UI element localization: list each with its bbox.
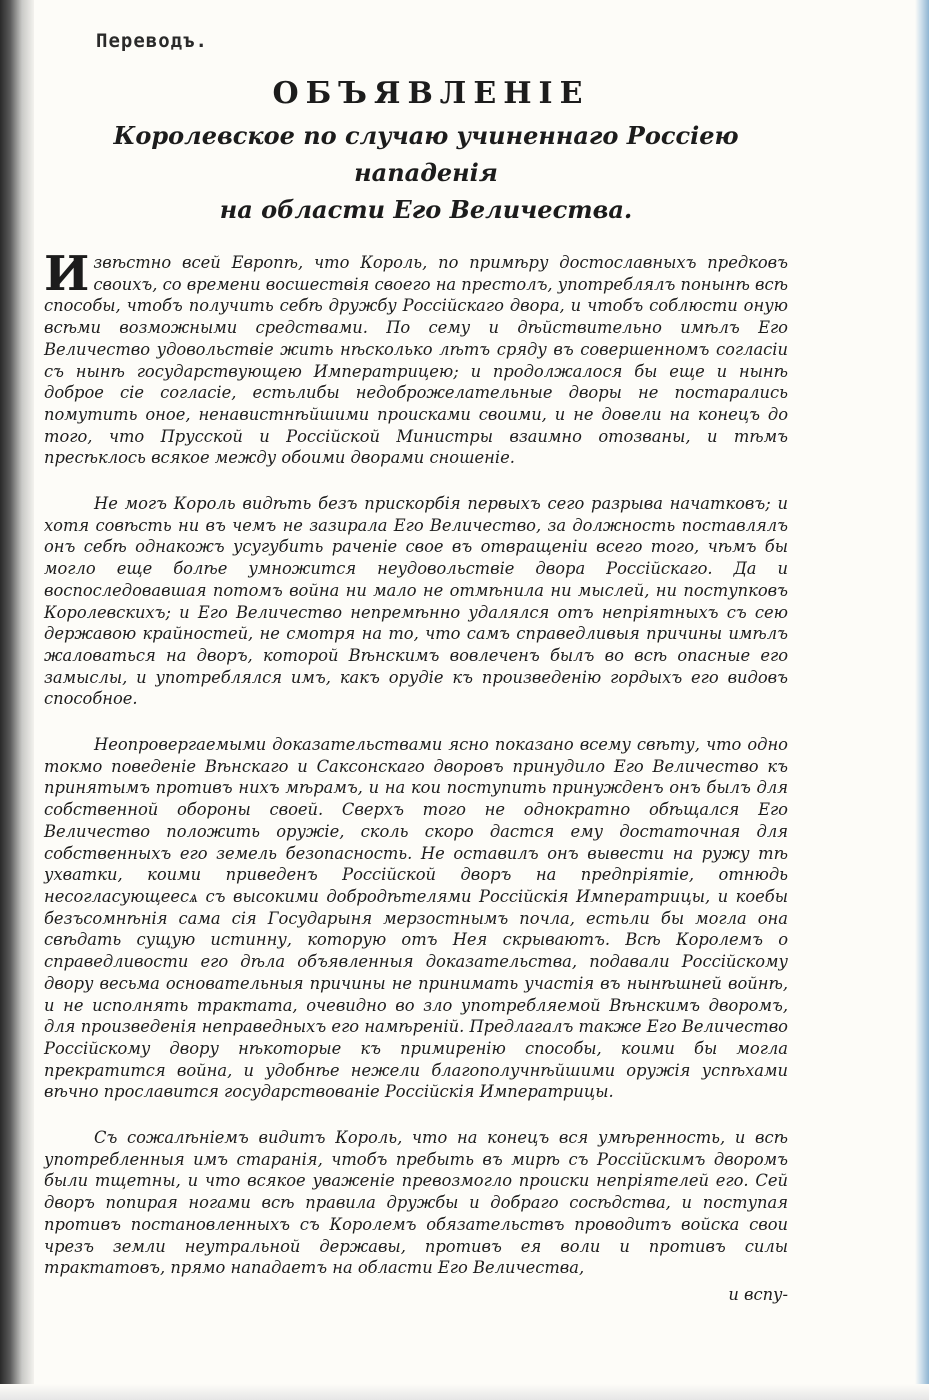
binding-shadow (0, 0, 34, 1400)
paragraph-3: Неопровергаемыми доказательствами ясно показано всему свѣту, что одно токмо поведеніе Вѣнскаго и Саксонскаго дворовъ принудило Его Величество къ принятымъ противъ нихъ мѣрамъ, и на кои поступить принужденъ онъ былъ для собственной обороны своей. Сверхъ того не однократно обѣщался Его Величество положить оружіе, сколь скоро дастся ему достаточная для собственныхъ его земель безопасность. Не оставилъ онъ вывести на ружу тѣ ухватки, коими приведенъ Россійской дворъ на предпріятіе, отнюдь несогласующеесѧ съ высокими добродѣтелями Россійскія Императрицы, и коебы безъсомнѣнія сама сія Государыня мерзостнымъ почла, естьли бы могла она свѣдать сущую истинну, которую отъ Нея скрываютъ. Всѣ Королемъ о справедливости его дѣла объявленныя доказательства, подавали Россійскому двору весьма основательныя причины не принимать участія въ нынѣшней войнѣ, и не исполнять трактата, очевидно во зло употребляемой Вѣнскимъ дворомъ, для произведенія неправедныхъ его намѣреній. Предлагалъ также Его Величество Россійскому двору нѣкоторые къ примиренію способы, коими бы могла прекратится война, и удобнѣе нежели благополучнѣйшими оружія успѣхами вѣчно прославится государствованіе Россійскія Императрицы. (44, 735, 788, 1102)
document-subtitle (64, 117, 788, 228)
document-body (44, 26, 788, 1304)
header-label: Переводъ. (96, 30, 208, 52)
paragraph-4: Съ сожалѣніемъ видитъ Король, что на конецъ вся умѣренность, и всѣ употребленныя имъ старанія, чтобъ пребыть въ мирѣ съ Россійскимъ дворомъ были тщетны, и что всякое уваженіе превозмогло происки непріятелей его. Сей дворъ попирая ногами всѣ правила дружбы и добраго сосѣдства, и поступая противъ постановленныхъ съ Королемъ обязательствъ проводитъ войска свои чрезъ земли неутральной державы, противъ ея воли и противъ силы трактатовъ, прямо нападаетъ на области Его Величества, (44, 1128, 788, 1278)
page-bottom-edge (0, 1384, 929, 1400)
paragraph-1 (44, 246, 788, 469)
catchword: и вспу- (728, 1284, 788, 1304)
subtitle-line-2: на области Его Величества. (219, 195, 633, 224)
page-edge (915, 0, 929, 1400)
paragraph-1-text: звѣстно всей Европѣ, что Король, по примѣру достославныхъ предковъ своихъ, со времени восшествія своего на престолъ, употреблялъ понынѣ всѣ способы, чтобъ получить себѣ дружбу Россійскаго двора, и чтобъ соблюсти оную всѣми возможными средствами. По сему и дѣйствительно имѣлъ Его Величество удовольствіе жить нѣсколько лѣтъ сряду въ совершенномъ согласіи съ нынѣ государствующею Императрицею; и продолжалося бы еще и нынѣ доброе сіе согласіе, естьлибы недоброжелательные дворы не постарались помутить оное, ненавистнѣйшими происками своими, и не довели на конецъ до того, что Прусской и Россійской Министры взаимно отозваны, и тѣмъ пресѣклось всякое между обоими дворами сношеніе. (44, 253, 788, 468)
paragraph-2: Не могъ Король видѣть безъ прискорбія первыхъ сего разрыва начатковъ; и хотя совѣсть ни въ чемъ не зазирала Его Величество, за должность поставлялъ онъ себѣ однакожъ усугубить раченіе свое въ отвращеніи всего того, чѣмъ бы могло еще болѣе умножится неудовольствіе двора Россійскаго. Да и воспоследовавшая потомъ война ни мало не отмѣнила ни мыслей, ни поступковъ Королевскихъ; и Его Величество непремѣнно удалялся отъ непріятныхъ съ сею державою крайностей, не смотря на то, что самъ справедливыя причины имѣлъ жаловаться на дворъ, которой Вѣнскимъ вовлеченъ былъ во всѣ опасные его замыслы, и употреблялся имъ, какъ орудіе къ произведенію гордыхъ его видовъ способное. (44, 494, 788, 709)
document-title: ОБЪЯВЛЕНІЕ (272, 76, 590, 111)
subtitle-line-1: Королевское по случаю учиненнаго Россіею нападенія (113, 121, 739, 187)
drop-cap: И (44, 246, 90, 302)
